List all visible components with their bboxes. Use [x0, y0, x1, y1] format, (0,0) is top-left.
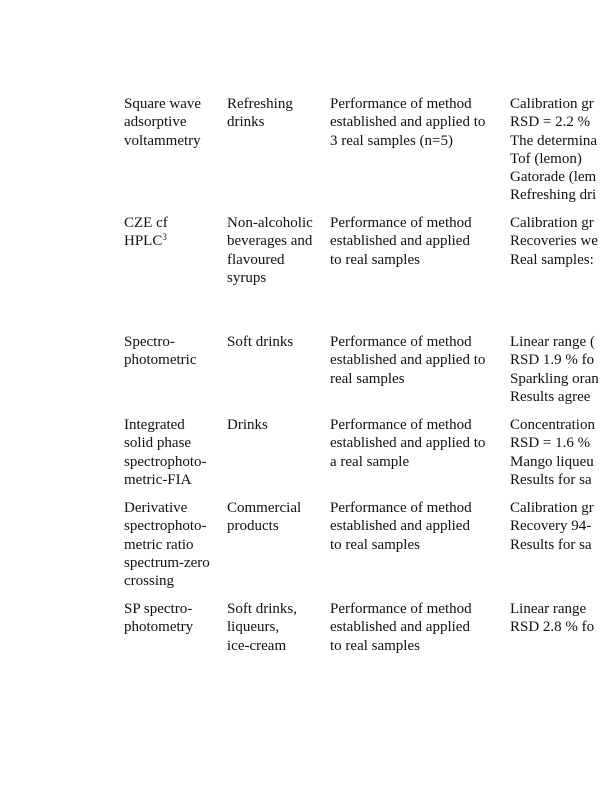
cell-line: Results for sa	[510, 471, 592, 488]
cell-line: adsorptive	[124, 114, 187, 131]
cell-line: flavoured	[227, 251, 285, 268]
cell-line: spectrophoto-	[124, 518, 207, 535]
cell-line: Calibration gr	[510, 215, 594, 231]
technique-cell	[124, 600, 224, 637]
cell-line: to real samples	[330, 536, 420, 553]
cell-line: SP spectro-	[124, 601, 193, 617]
technique-cell	[124, 499, 224, 590]
cell-line: Mango liqueu	[510, 453, 594, 470]
cell-line: RSD = 2.2 %	[510, 114, 591, 131]
cell-line: crossing	[124, 573, 174, 590]
cell-line: established and applied	[330, 518, 470, 535]
cell-line: Calibration gr	[510, 96, 594, 112]
cell-line: established and applied to	[330, 435, 486, 452]
results-cell	[510, 214, 600, 269]
results-cell	[510, 95, 600, 205]
cell-line: Soft drinks,	[227, 601, 298, 617]
results-cell	[510, 600, 600, 637]
cell-line: products	[227, 518, 279, 535]
cell-line: liqueurs,	[227, 619, 280, 636]
cell-line: Recovery 94-	[510, 518, 592, 535]
cell-line: Performance of method	[330, 500, 472, 516]
cell-line: Commercial	[227, 500, 302, 516]
cell-line: Refreshing dri	[510, 187, 597, 204]
sample-cell	[227, 214, 327, 287]
cell-line: voltammetry	[124, 132, 201, 149]
cell-line: Calibration gr	[510, 500, 594, 516]
cell-line: Refreshing	[227, 96, 293, 112]
cell-line: RSD = 1.6 %	[510, 435, 591, 452]
technique-cell	[124, 416, 224, 489]
cell-line: a real sample	[330, 453, 410, 470]
cell-text: HPLC	[124, 233, 163, 250]
study-cell	[330, 416, 506, 471]
cell-line: ice-cream	[227, 637, 287, 654]
cell-line: Drinks	[227, 417, 268, 433]
cell-line: established and applied	[330, 233, 470, 250]
cell-line: Linear range (	[510, 334, 595, 350]
cell-line: RSD 2.8 % fo	[510, 619, 595, 636]
study-cell	[330, 95, 506, 150]
study-cell	[330, 214, 506, 269]
technique-cell	[124, 333, 224, 370]
sample-cell	[227, 333, 327, 351]
cell-line: drinks	[227, 114, 265, 131]
cell-line: Spectro-	[124, 334, 175, 350]
cell-line: Soft drinks	[227, 334, 294, 350]
sample-cell	[227, 95, 327, 132]
cell-line: Square wave	[124, 96, 202, 112]
sample-cell	[227, 499, 327, 536]
study-cell	[330, 333, 506, 388]
cell-line: Performance of method	[330, 601, 472, 617]
cell-line: Gatorade (lem	[510, 169, 597, 186]
sample-cell	[227, 600, 327, 655]
cell-line: The determina	[510, 132, 598, 149]
technique-cell	[124, 95, 224, 150]
cell-line: CZE cf	[124, 215, 168, 231]
study-cell	[330, 600, 506, 655]
results-cell	[510, 499, 600, 554]
results-cell	[510, 333, 600, 406]
cell-line: spectrophoto-	[124, 453, 207, 470]
cell-line: Performance of method	[330, 334, 472, 350]
cell-line: Performance of method	[330, 96, 472, 112]
cell-line: photometry	[124, 619, 194, 636]
cell-line: real samples	[330, 370, 405, 387]
reference-superscript: 3	[162, 232, 167, 243]
cell-line: established and applied to	[330, 352, 486, 369]
results-cell	[510, 416, 600, 489]
cell-line: metric ratio	[124, 536, 194, 553]
cell-line: metric-FIA	[124, 471, 192, 488]
cell-line: to real samples	[330, 637, 420, 654]
cell-line: Integrated	[124, 417, 185, 433]
cell-line: Tof (lemon)	[510, 150, 582, 167]
cell-line: photometric	[124, 352, 197, 369]
cell-line: beverages and	[227, 233, 313, 250]
cell-line: Sparkling oran	[510, 370, 599, 387]
cell-line: established and applied	[330, 619, 470, 636]
cell-line: Linear range	[510, 601, 587, 617]
cell-line: Real samples:	[510, 251, 594, 268]
sample-cell	[227, 416, 327, 434]
cell-line: 3 real samples (n=5)	[330, 132, 454, 149]
cell-line: to real samples	[330, 251, 420, 268]
technique-cell	[124, 214, 224, 251]
cell-line: Concentration	[510, 417, 595, 433]
cell-line: Recoveries we	[510, 233, 598, 250]
cell-line	[124, 232, 224, 250]
cell-line: established and applied to	[330, 114, 486, 131]
cell-line: RSD 1.9 % fo	[510, 352, 595, 369]
cell-line: Derivative	[124, 500, 188, 516]
study-cell	[330, 499, 506, 554]
cell-line: Performance of method	[330, 417, 472, 433]
cell-line: solid phase	[124, 435, 192, 452]
cell-line: syrups	[227, 269, 267, 286]
cell-line: Non-alcoholic	[227, 215, 313, 231]
cell-line: spectrum-zero	[124, 554, 210, 571]
cell-line: Results agree	[510, 388, 591, 405]
cell-line: Results for sa	[510, 536, 592, 553]
cell-line: Performance of method	[330, 215, 472, 231]
